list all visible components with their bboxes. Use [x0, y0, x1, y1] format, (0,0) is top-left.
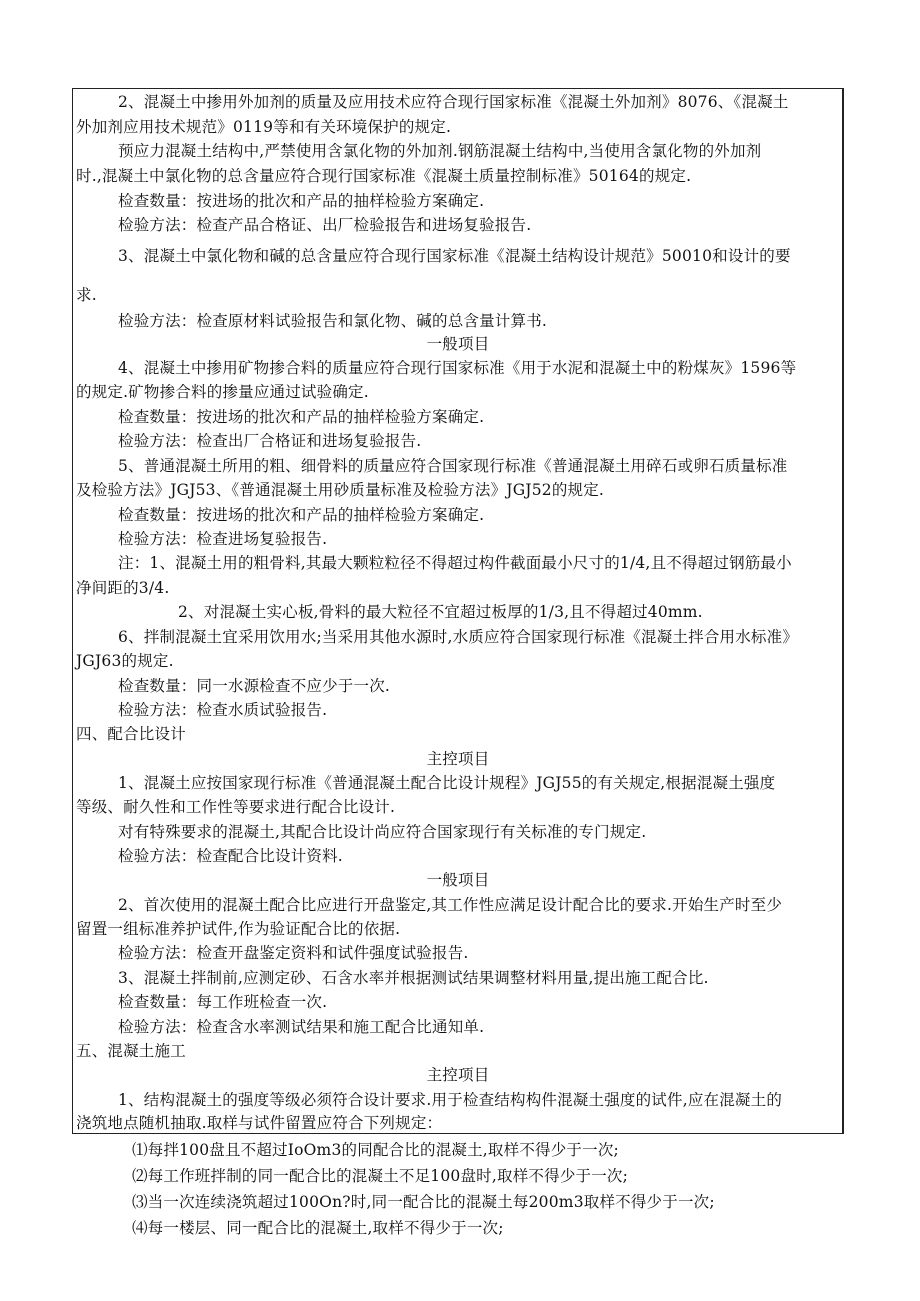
- section-heading-construction: 五、混凝土施工: [76, 1042, 186, 1060]
- text-line-4: 时.,混凝土中氯化物的总含量应符合现行国家标准《混凝土质量控制标准》50164的规定.: [76, 167, 692, 185]
- text-line-15: 5、普通混凝土所用的粗、细骨料的质量应符合国家现行标准《普通混凝土用碎石或卵石质量标准: [118, 457, 788, 475]
- text-line-41: 1、结构混凝土的强度等级必须符合设计要求.用于检查结构构件混凝土强度的试件,应在混凝土的: [118, 1091, 783, 1109]
- text-line-38: 检验方法：检查含水率测试结果和施工配合比通知单.: [118, 1018, 485, 1036]
- text-line-31: 检验方法：检查配合比设计资料.: [118, 847, 343, 865]
- text-line-7: 3、混凝土中氯化物和碱的总含量应符合现行国家标准《混凝土结构设计规范》50010和设计的要: [118, 247, 791, 265]
- text-line-30: 对有特殊要求的混凝土,其配合比设计尚应符合国家现行有关标准的专门规定.: [118, 823, 647, 841]
- text-line-1: 2、混凝土中掺用外加剂的质量及应用技术应符合现行国家标准《混凝土外加剂》8076、《混凝土: [118, 93, 789, 111]
- text-line-13: 检查数量：按进场的批次和产品的抽样检验方案确定.: [118, 408, 485, 426]
- section-heading-general-1: 一般项目: [426, 335, 490, 353]
- text-line-21: 2、对混凝土实心板,骨料的最大粒径不宜超过板厚的1/3,且不得超过40mm.: [178, 603, 703, 621]
- text-line-8: 求.: [76, 286, 97, 304]
- section-heading-general-2: 一般项目: [426, 871, 490, 889]
- text-line-35: 检验方法：检查开盘鉴定资料和试件强度试验报告.: [118, 944, 469, 962]
- text-line-29: 等级、耐久性和工作性等要求进行配合比设计.: [76, 798, 396, 816]
- text-line-23: JGJ63的规定.: [76, 652, 174, 670]
- text-line-9: 检验方法：检查原材料试验报告和氯化物、碱的总含量计算书.: [118, 312, 548, 330]
- text-line-22: 6、拌制混凝土宜采用饮用水;当采用其他水源时,水质应符合国家现行标准《混凝土拌合用水标准》: [118, 628, 799, 646]
- text-line-19: 注：1、混凝土用的粗骨料,其最大颗粒粒径不得超过构件截面最小尺寸的1/4,且不得超过钢筋最小: [118, 554, 792, 572]
- text-line-5: 检查数量：按进场的批次和产品的抽样检验方案确定.: [118, 192, 485, 210]
- text-line-11: 4、混凝土中掺用矿物掺合料的质量应符合现行国家标准《用于水泥和混凝土中的粉煤灰》1596等: [118, 359, 797, 377]
- text-line-37: 检查数量：每工作班检查一次.: [118, 993, 328, 1011]
- text-line-20: 净间距的3/4.: [76, 579, 170, 597]
- text-line-3: 预应力混凝土结构中,严禁使用含氯化物的外加剂.钢筋混凝土结构中,当使用含氯化物的外加剂: [118, 142, 762, 160]
- list-item-2: ⑵每工作班拌制的同一配合比的混凝土不足100盘时,取样不得少于一次;: [132, 1167, 629, 1185]
- text-line-24: 检查数量：同一水源检查不应少于一次.: [118, 677, 391, 695]
- section-heading-main-control-1: 主控项目: [426, 750, 490, 768]
- section-heading-mix-design: 四、配合比设计: [76, 725, 186, 743]
- section-heading-main-control-2: 主控项目: [426, 1066, 490, 1084]
- list-item-4: ⑷每一楼层、同一配合比的混凝土,取样不得少于一次;: [132, 1219, 504, 1237]
- text-line-16: 及检验方法》JGJ53、《普通混凝土用砂质量标准及检验方法》JGJ52的规定.: [76, 481, 605, 499]
- text-line-18: 检验方法：检查进场复验报告.: [118, 530, 328, 548]
- text-line-25: 检验方法：检查水质试验报告.: [118, 701, 328, 719]
- text-line-2: 外加剂应用技术规范》0119等和有关环境保护的规定.: [76, 118, 452, 136]
- text-line-12: 的规定.矿物掺合料的掺量应通过试验确定.: [76, 383, 369, 401]
- text-line-42: 浇筑地点随机抽取.取样与试件留置应符合下列规定：: [76, 1114, 443, 1132]
- text-line-6: 检验方法：检查产品合格证、出厂检验报告和进场复验报告.: [118, 216, 532, 234]
- list-item-1: ⑴每拌100盘且不超过IoOm3的同配合比的混凝土,取样不得少于一次;: [132, 1141, 619, 1159]
- text-line-28: 1、混凝土应按国家现行标准《普通混凝土配合比设计规程》JGJ55的有关规定,根据混凝土强度: [118, 774, 776, 792]
- text-line-33: 2、首次使用的混凝土配合比应进行开盘鉴定,其工作性应满足设计配合比的要求.开始生产时至少: [118, 896, 783, 914]
- text-line-34: 留置一组标准养护试件,作为验证配合比的依据.: [76, 920, 401, 938]
- text-line-17: 检查数量：按进场的批次和产品的抽样检验方案确定.: [118, 506, 485, 524]
- text-line-14: 检验方法：检查出厂合格证和进场复验报告.: [118, 432, 422, 450]
- list-item-3: ⑶当一次连续浇筑超过100On?时,同一配合比的混凝土每200m3取样不得少于一次;: [132, 1193, 715, 1211]
- text-line-36: 3、混凝土拌制前,应测定砂、石含水率并根据测试结果调整材料用量,提出施工配合比.: [118, 969, 709, 987]
